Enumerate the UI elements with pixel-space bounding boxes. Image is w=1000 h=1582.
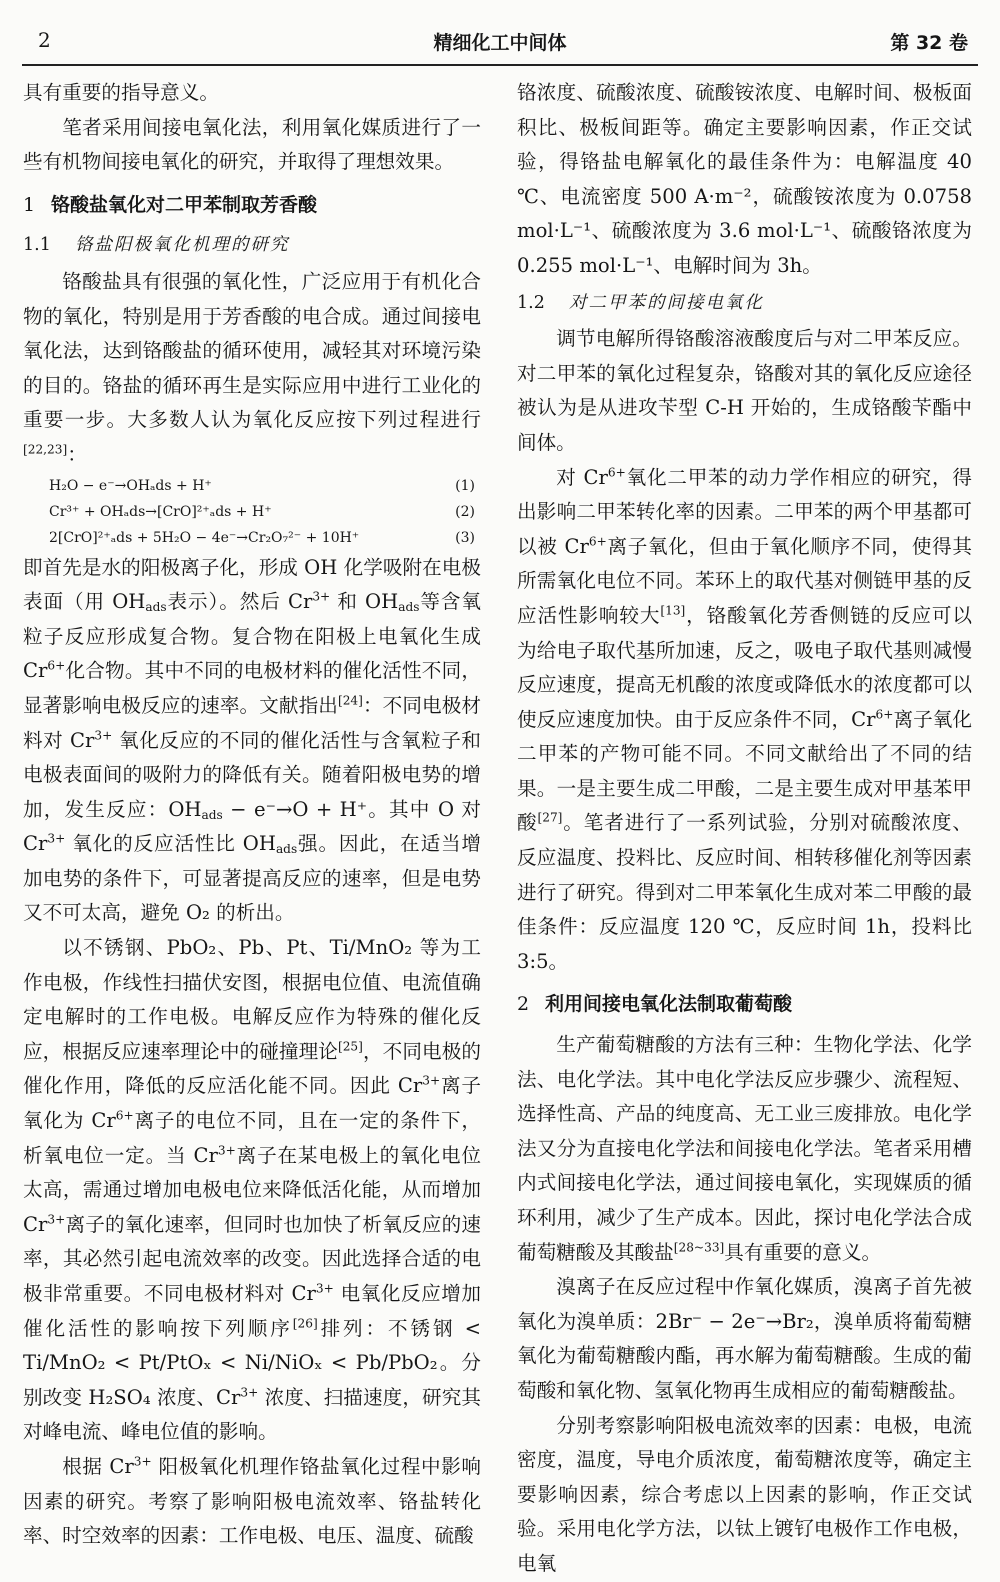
paragraph-electrode-materials: 以不锈钢、PbO₂、Pb、Pt、Ti/MnO₂ 等为工作电极，作线性扫描伏安图，根据电位值、电流值确定电解时的工作电极。电解反应作为特殊的催化反应，根据反应速率理论中的碰撞理论[25]，不同电极的催化作用，降低的反应活化能不同。因此 $Cr^{3+}$离子氧化为 $Cr^{6+}$离子的电位不同，且在一定的条件下，析氧电位一定。当 $Cr^{3+}$离子在某电极上的氧化电位太高，需通过增加电极电位来降低活化能，从而增加 $Cr^{3+}$离子的氧化速率，但同时也加快了析氧反应的速率，其必然引起电流效率的改变。因此选择合适的电极非常重要。不同电极材料对 $Cr^{3+}$ 电氧化反应增加催化活性的影响按下列顺序[26]排列：不锈钢 < Ti/MnO₂ < Pt/PtOₓ < Ni/NiOₓ < Pb/PbO₂。分别改变 H₂SO₄ 浓度、$Cr^{3+}$ 浓度、扫描速度，研究其对峰电流、峰电位值的影响。 [23,936,482,1444]
citation: [26] [292,1316,318,1331]
subsection-title: 铬盐阳极氧化机理的研究 [75,235,290,256]
equation-number: (3) [455,529,475,546]
paragraph-electrode-surface: 即首先是水的阳极离子化，形成 OH 化学吸附在电极表面（用 $OH_{ads}$表示）。然后 $Cr^{3+}$ 和 $OH_{ads}$等含氧粒子反应形成复合物。复合物在阳极上电氧化生成 $Cr^{6+}$化合物。其中不同的电极材料的催化活性不同，显著影响电极反应的速率。文献指出[24]：不同电极材料对 $Cr^{3+}$ 氧化反应的不同的催化活性与含氧粒子和电极表面间的吸附力的降低有关。随着阳极电势的增加，发生反应：$OH_{ads} - e^-\to O + H^+$。其中 O 对 $Cr^{3+}$ 氧化的反应活性比 $OH_{ads}$强。因此，在适当增加电势的条件下，可显著提高反应的速率，但是电势又不可太高，避免 O₂ 的析出。 [23,555,482,925]
equation-number: (2) [455,503,475,520]
subsection-heading-1-1 [23,228,481,263]
paragraph-xylene-reaction: 调节电解所得铬酸溶液酸度后与对二甲苯反应。对二甲苯的氧化过程复杂，铬酸对其的氧化反应途径被认为是从进攻苄型 C-H 开始的，生成铬酸苄酯中间体。 [517,327,972,454]
citation: [24] [337,693,363,708]
paragraph-anode-efficiency: 分别考察影响阳极电流效率的因素：电极，电流密度，温度，导电介质浓度，葡萄糖浓度等，确定主要影响因素，综合考虑以上因素的影响，作正交试验。采用电化学方法，以钛上镀钌电极作工作电极，电氧 [517,1413,972,1575]
subsection-number: 1.1 [23,235,51,256]
paragraph-kinetics: 对 $Cr^{6+}$氧化二甲苯的动力学作相应的研究，得出影响二甲苯转化率的因素。二甲苯的两个甲基都可以被 $Cr^{6+}$离子氧化，但由于氧化顺序不同，使得其所需氧化电位不同。苯环上的取代基对侧链甲基的反应活性影响较大[13]，铬酸氧化芳香侧链的反应可以为给电子取代基所加速，反之，吸电子取代基则减慢反应速度，提高无机酸的浓度或降低水的浓度都可以使反应速度加快。由于反应条件不同，$Cr^{6+}$离子氧化二甲苯的产物可能不同。不同文献给出了不同的结果。一是主要生成二甲酸，二是主要生成对甲基苯甲酸[27]。笔者进行了一系列试验，分别对硫酸浓度、反应温度、投料比、反应时间、相转移催化剂等因素进行了研究。得到对二甲苯氧化生成对苯二甲酸的最佳条件：反应温度 120 ℃，反应时间 1h，投料比 3:5。 [517,465,973,973]
section-number: 1 [23,193,36,216]
page-number: 2 [38,28,51,52]
intro-paragraph: 笔者采用间接电氧化法，利用氧化媒质进行了一些有机物间接电氧化的研究，并取得了理想效果。 [23,115,481,174]
citation: [22,23] [23,442,68,457]
factors-continuation: 铬浓度、硫酸浓度、硫酸铵浓度、电解时间、极板面积比、极板间距等。确定主要影响因素，作正交试验，得铬盐电解氧化的最佳条件为：电解温度 40 ℃、电流密度 500 A·m⁻²，硫酸铵浓度为 0.0758 mol·L⁻¹、硫酸浓度为 3.6 mol·L⁻¹、硫酸铬浓度为 0.255 mol·L⁻¹、电解时间为 3h。 [517,81,972,277]
equation-3: 2[CrO]²⁺ₐds + 5H₂O − 4e⁻→Cr₂O₇²⁻ + 10H⁺ (3) [23,525,481,551]
subsection-number: 1.2 [517,292,545,313]
intro-continuation: 具有重要的指导意义。 [23,81,219,104]
section-heading-2 [517,987,972,1022]
section-title: 铬酸盐氧化对二甲苯制取芳香酸 [51,193,318,216]
equation-1: H₂O − e⁻→OHₐds + H⁺ (1) [23,473,481,499]
page-header [22,24,978,66]
citation: [27] [537,811,563,826]
paragraph-bromide-mediator: 溴离子在反应过程中作氧化媒质，溴离子首先被氧化为溴单质：2Br⁻ − 2e⁻→Br₂，溴单质将葡萄糖氧化为葡萄糖酸内酯，再水解为葡萄糖酸。生成的葡萄酸和氧化物、氢氧化物再生成相应的葡萄糖酸盐。 [517,1275,972,1402]
subsection-heading-1-2 [517,286,972,321]
paragraph-mechanism: 铬酸盐具有很强的氧化性，广泛应用于有机化合物的氧化，特别是用于芳香酸的电合成。通过间接电氧化法，达到铬酸盐的循环使用，减轻其对环境污染的目的。铬盐的循环再生是实际应用中进行工业化的重要一步。大多数人认为氧化反应按下列过程进行[22,23]： [23,269,481,466]
journal-title: 精细化工中间体 [433,32,567,54]
citation: [25] [337,1039,363,1054]
section-title: 利用间接电氧化法制取葡萄酸 [545,993,793,1016]
section-heading-1 [23,188,481,223]
paragraph-factors: 根据 $Cr^{3+}$ 阳极氧化机理作铬盐氧化过程中影响因素的研究。考察了影响阳极电流效率、铬盐转化率、时空效率的因素：工作电极、电压、温度、硫酸 [23,1454,481,1548]
equation-2: Cr³⁺ + OHₐds→[CrO]²⁺ₐds + H⁺ (2) [23,499,481,525]
left-column [23,76,481,1554]
volume-label: 第 32 卷 [890,32,968,54]
equation-number: (1) [455,477,475,494]
subsection-title: 对二甲苯的间接电氧化 [569,292,764,313]
section-number: 2 [517,993,530,1016]
right-column [517,76,972,1582]
citation: [28~33] [673,1240,725,1255]
paragraph-gluconic-methods: 生产葡萄糖酸的方法有三种：生物化学法、化学法、电化学法。其中电化学法反应步骤少、流程短、选择性高、产品的纯度高、无工业三废排放。电化学法又分为直接电化学法和间接电化学法。笔者采用槽内式间接电化学法，通过间接电氧化，实现媒质的循环利用，减少了生产成本。因此，探讨电化学法合成葡萄糖酸及其酸盐[28~33]具有重要的意义。 [517,1033,972,1264]
citation: [13] [660,603,686,618]
